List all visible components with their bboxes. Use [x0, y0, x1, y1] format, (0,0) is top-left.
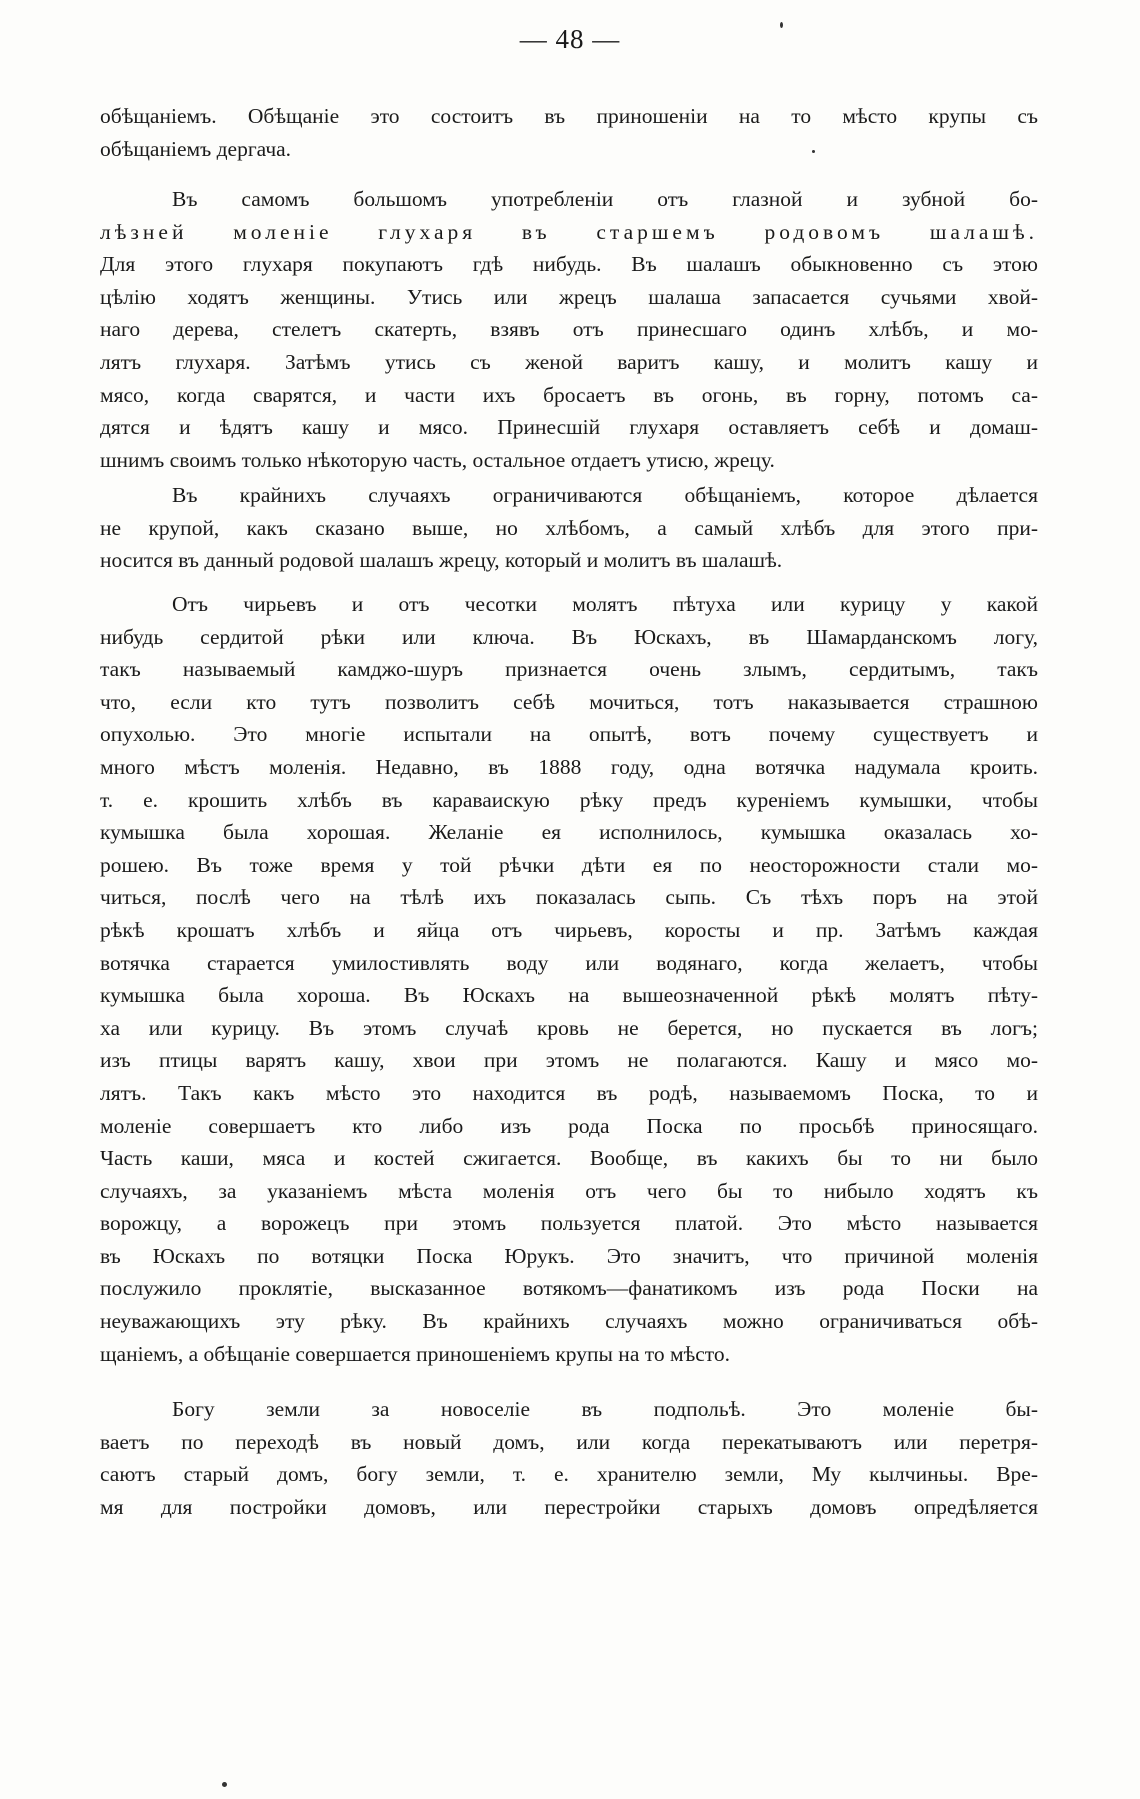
text-line: наго дерева, стелетъ скатерть, взявъ отъ принесшаго одинъ хлѣбъ, и мо- — [100, 317, 1038, 342]
ink-speck — [222, 1782, 227, 1787]
text-line: мя для постройки домовъ, или перестройки старыхъ домовъ опредѣляется — [100, 1494, 1038, 1519]
text-line: кумышка была хороша. Въ Юскахъ на вышеозначенной рѣкѣ молятъ пѣту- — [100, 983, 1038, 1008]
text-line: въ Юскахъ по вотяцки Поска Юрукъ. Это значитъ, что причиной моленія — [100, 1243, 1038, 1268]
text-line: опухолью. Это многіе испытали на опытѣ, вотъ почему существуетъ и — [100, 722, 1038, 747]
text-line: много мѣстъ моленія. Недавно, въ 1888 году, одна вотячка надумала кроить. — [100, 754, 1038, 779]
text-line: шнимъ своимъ только нѣкоторую часть, остальное отдаетъ утисю, жрецу. — [100, 447, 775, 472]
text-line: лятъ глухаря. Затѣмъ утись съ женой варитъ кашу, и молитъ кашу и — [100, 349, 1038, 374]
paragraph-4 — [100, 588, 1038, 1370]
text-line: Часть каши, мяса и костей сжигается. Вообще, въ какихъ бы то ни было — [100, 1146, 1038, 1171]
text-line: Въ самомъ большомъ употребленіи отъ глазной и зубной бо- — [172, 187, 1038, 211]
text-line: носится въ данный родовой шалашъ жрецу, который и молитъ въ шалашѣ. — [100, 548, 783, 573]
text-line: Въ крайнихъ случаяхъ ограничиваются обѣщаніемъ, которое дѣлается — [172, 483, 1038, 507]
paragraph-1 — [100, 100, 1038, 165]
text-line: вотячка старается умилостивлять воду или водянаго, когда желаетъ, чтобы — [100, 950, 1038, 975]
text-line: щаніемъ, а обѣщаніе совершается приношеніемъ крупы на то мѣсто. — [100, 1341, 731, 1366]
text-line: лятъ. Такъ какъ мѣсто это находится въ родѣ, называемомъ Поска, то и — [100, 1080, 1038, 1105]
text-line: мясо, когда сварятся, и части ихъ бросаетъ въ огонь, въ горну, потомъ са- — [100, 382, 1038, 407]
paragraph-3 — [100, 479, 1038, 577]
text-line: моленіе совершаетъ кто либо изъ рода Поска по просьбѣ приносящаго. — [100, 1113, 1038, 1138]
text-line: изъ птицы варятъ кашу, хвои при этомъ не полагаются. Кашу и мясо мо- — [100, 1048, 1038, 1073]
paragraph-2 — [100, 183, 1038, 476]
text-line: обѣщаніемъ. Обѣщаніе это состоитъ въ приношеніи на то мѣсто крупы съ — [100, 104, 1038, 128]
text-line: ваетъ по переходѣ въ новый домъ, или когда перекатываютъ или перетря- — [100, 1429, 1038, 1454]
text-line: кумышка была хорошая. Желаніе ея исполнилось, кумышка оказалась хо- — [100, 820, 1038, 845]
text-line: лѣзней моленіе глухаря въ старшемъ родовомъ шалашѣ. — [100, 219, 1038, 244]
text-line: т. е. крошить хлѣбъ въ караваискую рѣку предъ куреніемъ кумышки, чтобы — [100, 787, 1038, 812]
text-line: ворожцу, а ворожецъ при этомъ пользуется платой. Это мѣсто называется — [100, 1211, 1038, 1236]
text-line: обѣщаніемъ дергача. — [100, 136, 292, 161]
text-line: дятся и ѣдятъ кашу и мясо. Принесшій глухаря оставляетъ себѣ и домаш- — [100, 415, 1038, 440]
text-line: Богу земли за новоселіе въ подпольѣ. Это моленіе бы- — [172, 1397, 1038, 1421]
text-line: ха или курицу. Въ этомъ случаѣ кровь не берется, но пускается въ логъ; — [100, 1015, 1038, 1040]
text-line: рѣкѣ крошатъ хлѣбъ и яйца отъ чирьевъ, коросты и пр. Затѣмъ каждая — [100, 917, 1038, 942]
paragraph-5 — [100, 1393, 1038, 1523]
text-line: Отъ чирьевъ и отъ чесотки молятъ пѣтуха или курицу у какой — [172, 592, 1038, 616]
ink-speck — [812, 150, 815, 153]
text-line: читься, послѣ чего на тѣлѣ ихъ показалась сыпь. Съ тѣхъ поръ на этой — [100, 885, 1038, 910]
text-line: рошею. Въ тоже время у той рѣчки дѣти ея по неосторожности стали мо- — [100, 852, 1038, 877]
ink-speck — [780, 22, 783, 28]
text-line: неуважающихъ эту рѣку. Въ крайнихъ случаяхъ можно ограничиваться обѣ- — [100, 1309, 1038, 1334]
text-line: такъ называемый камджо-шуръ признается очень злымъ, сердитымъ, такъ — [100, 657, 1038, 682]
page-number: — 48 — — [519, 24, 621, 54]
text-line: послужило проклятіе, высказанное вотякомъ—фанатикомъ изъ рода Поски на — [100, 1276, 1038, 1301]
text-line: случаяхъ, за указаніемъ мѣста моленія отъ чего бы то нибыло ходятъ къ — [100, 1178, 1038, 1203]
text-line: что, если кто тутъ позволитъ себѣ мочиться, тотъ наказывается страшною — [100, 689, 1038, 714]
text-line: не крупой, какъ сказано выше, но хлѣбомъ, а самый хлѣбъ для этого при- — [100, 515, 1038, 540]
text-line: цѣлію ходятъ женщины. Утись или жрецъ шалаша запасается сучьями хвой- — [100, 284, 1038, 309]
text-line: Для этого глухаря покупаютъ гдѣ нибудь. Въ шалашъ обыкновенно съ этою — [100, 252, 1038, 277]
text-line: саютъ старый домъ, богу земли, т. е. хранителю земли, Му кылчиньы. Вре- — [100, 1462, 1038, 1487]
text-line: нибудь сердитой рѣки или ключа. Въ Юскахъ, въ Шамарданскомъ логу, — [100, 624, 1038, 649]
